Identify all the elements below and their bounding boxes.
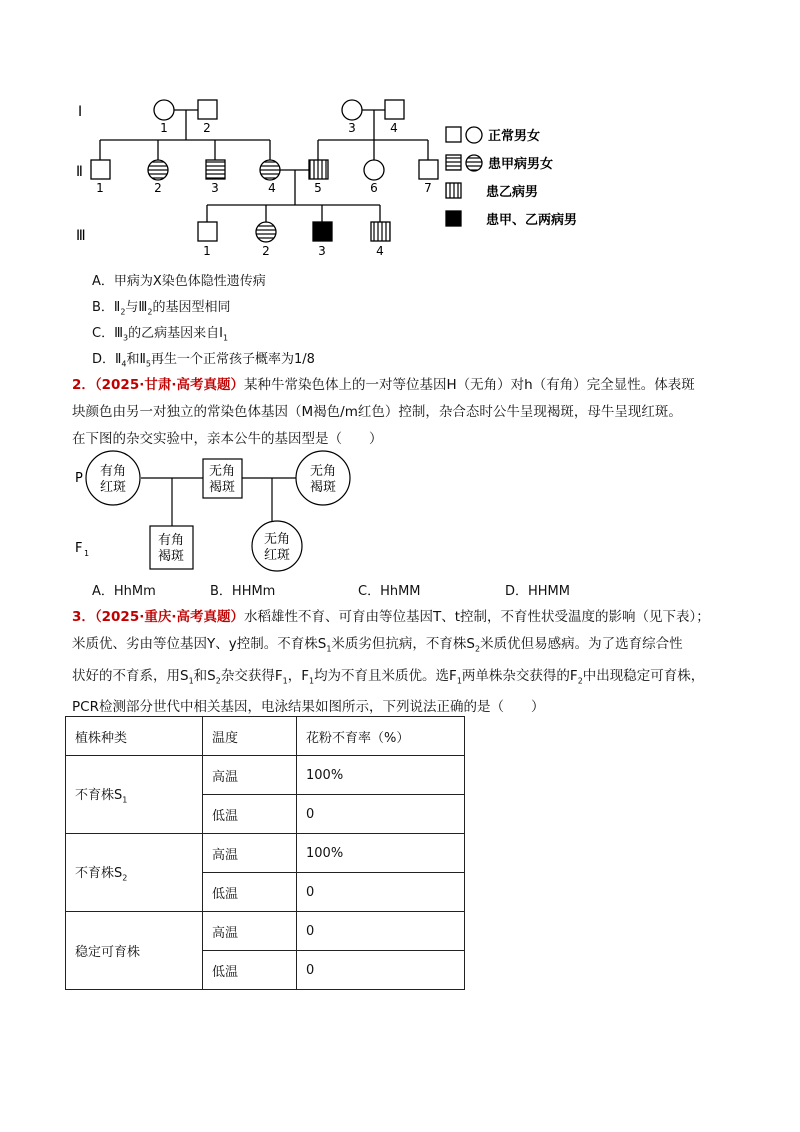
f1-male-line2: 褐斑 (157, 549, 185, 564)
III-3-number: 3 (318, 244, 326, 258)
cell-stable: 稳定可育株 (66, 912, 203, 990)
q2-option-b: B．HHMm (210, 584, 276, 599)
I-1-number: 1 (160, 121, 168, 135)
III-4-disease-b-male (371, 222, 390, 241)
cell-s2-high-value: 100% (297, 834, 465, 873)
legend-normal-male-icon (446, 127, 461, 142)
II-1-number: 1 (96, 181, 104, 195)
II-3-disease-a-male (206, 160, 225, 179)
III-4-number: 4 (376, 244, 384, 258)
q2-head: 2．（2025·甘肃·高考真题） (72, 377, 244, 393)
I-4-normal-male (385, 100, 404, 119)
cell-stable-high: 高温 (203, 912, 297, 951)
q2-stem (72, 372, 762, 453)
p-female-1-line1: 有角 (99, 464, 127, 479)
sterility-table (65, 716, 465, 990)
II-7-normal-male (419, 160, 438, 179)
p-label: P (75, 471, 83, 486)
cell-s2-high: 高温 (203, 834, 297, 873)
q3-head: 3．（2025·重庆·高考真题） (72, 609, 244, 625)
table-row (66, 756, 465, 795)
cell-stable-high-value: 0 (297, 912, 465, 951)
q3-stem (72, 604, 762, 721)
cell-stable-low: 低温 (203, 951, 297, 990)
q1-option-a: A．甲病为X染色体隐性遗传病 (92, 274, 266, 289)
III-1-normal-male (198, 222, 217, 241)
f1-female-line1: 无角 (263, 532, 291, 547)
table-row (66, 912, 465, 951)
legend-disease-a-label: 患甲病男女 (488, 157, 554, 172)
II-2-disease-a-female (148, 160, 168, 180)
q2-option-d: D．HHMM (505, 584, 570, 599)
legend-disease-b-male-icon (446, 183, 461, 198)
q3-line1: 水稻雄性不育、可育由等位基因T、t控制，不育性状受温度的影响（见下表）； (243, 609, 710, 625)
pedigree-chart (0, 0, 800, 270)
legend-normal-female-icon (466, 127, 482, 143)
II-3-number: 3 (211, 181, 219, 195)
cell-s2-low-value: 0 (297, 873, 465, 912)
I-4-number: 4 (390, 121, 398, 135)
q1-option-c: C．$Ⅲ_3$的乙病基因来自$Ⅰ_1$ (92, 326, 229, 343)
cell-s1: 不育株$S_1$ (66, 756, 203, 834)
I-2-number: 2 (203, 121, 211, 135)
gen-label-3: Ⅲ (76, 228, 86, 244)
III-2-number: 2 (262, 244, 270, 258)
II-4-number: 4 (268, 181, 276, 195)
p-female-2-line1: 无角 (309, 464, 337, 479)
I-2-normal-male (198, 100, 217, 119)
legend-disease-b-label: 患乙病男 (486, 185, 539, 200)
header-sterility-rate: 花粉不育率（%） (297, 717, 465, 756)
cross-diagram (0, 450, 800, 580)
cell-s1-low-value: 0 (297, 795, 465, 834)
f1-label: F (75, 541, 83, 556)
cell-s1-low: 低温 (203, 795, 297, 834)
II-6-normal-female (364, 160, 384, 180)
table-header-row (66, 717, 465, 756)
p-male-line1: 无角 (208, 464, 236, 479)
header-temperature: 温度 (203, 717, 297, 756)
II-6-number: 6 (370, 181, 378, 195)
II-4-disease-a-female (260, 160, 280, 180)
III-2-disease-a-female (256, 222, 276, 242)
f1-male-line1: 有角 (157, 533, 185, 548)
III-1-number: 1 (203, 244, 211, 258)
q2-line1: 某种牛常染色体上的一对等位基因H（无角）对h（有角）完全显性。体表斑 (243, 377, 695, 393)
cell-s1-high: 高温 (203, 756, 297, 795)
II-2-number: 2 (154, 181, 162, 195)
II-7-number: 7 (424, 181, 432, 195)
q2-line2: 块颜色由另一对独立的常染色体基因（M褐色/m红色）控制，杂合态时公牛呈现褐斑，母牛呈现红斑。 (72, 404, 682, 420)
I-1-normal-female (154, 100, 174, 120)
f1-female-line2: 红斑 (263, 548, 291, 563)
I-3-number: 3 (348, 121, 356, 135)
q2-option-a: A．HhMm (92, 584, 156, 599)
II-1-normal-male (91, 160, 110, 179)
q3-line4: PCR检测部分世代中相关基因，电泳结果如图所示，下列说法正确的是（ ） (72, 699, 545, 716)
I-3-normal-female (342, 100, 362, 120)
II-5-number: 5 (314, 181, 322, 195)
legend-disease-a-male-icon (446, 155, 461, 170)
gen-label-2: Ⅱ (76, 164, 83, 180)
header-plant-type: 植株种类 (66, 717, 203, 756)
legend-both-male-icon (446, 211, 461, 226)
q3-line3: 状好的不育系，用$S_1$和$S_2$杂交获得$F_1$，$F_1$均为不育且米质优。选$F_1$两单株杂交获得的$F_2$中出现稳定可育株， (72, 667, 705, 686)
f1-label-sub: 1 (84, 549, 90, 558)
cell-s2: 不育株$S_2$ (66, 834, 203, 912)
p-female-2-line2: 褐斑 (309, 480, 337, 495)
legend-both-label: 患甲、乙两病男 (486, 213, 578, 228)
q1-option-b: B．$Ⅱ_2$与$Ⅲ_2$的基因型相同 (92, 300, 231, 317)
q2-line3: 在下图的杂交实验中，亲本公牛的基因型是（ ） (72, 431, 383, 447)
p-female-1-line2: 红斑 (99, 480, 127, 495)
p-male-line2: 褐斑 (208, 480, 236, 495)
q2-option-c: C．HhMM (358, 584, 421, 599)
table-row (66, 834, 465, 873)
cell-s1-high-value: 100% (297, 756, 465, 795)
II-5-disease-b-male (309, 160, 328, 179)
III-3-both-diseases-male (313, 222, 332, 241)
cell-stable-low-value: 0 (297, 951, 465, 990)
legend-disease-a-female-icon (466, 155, 482, 171)
cell-s2-low: 低温 (203, 873, 297, 912)
q3-line2: 米质优、劣由等位基因Y、y控制。不育株$S_1$米质劣但抗病，不育株$S_2$米质优但易感病。为了选育综合性 (72, 636, 683, 654)
gen-label-1: Ⅰ (78, 104, 83, 120)
q1-option-d: D．$Ⅱ_4$和$Ⅱ_5$再生一个正常孩子概率为1/8 (92, 352, 315, 369)
legend-normal-label: 正常男女 (488, 129, 541, 144)
